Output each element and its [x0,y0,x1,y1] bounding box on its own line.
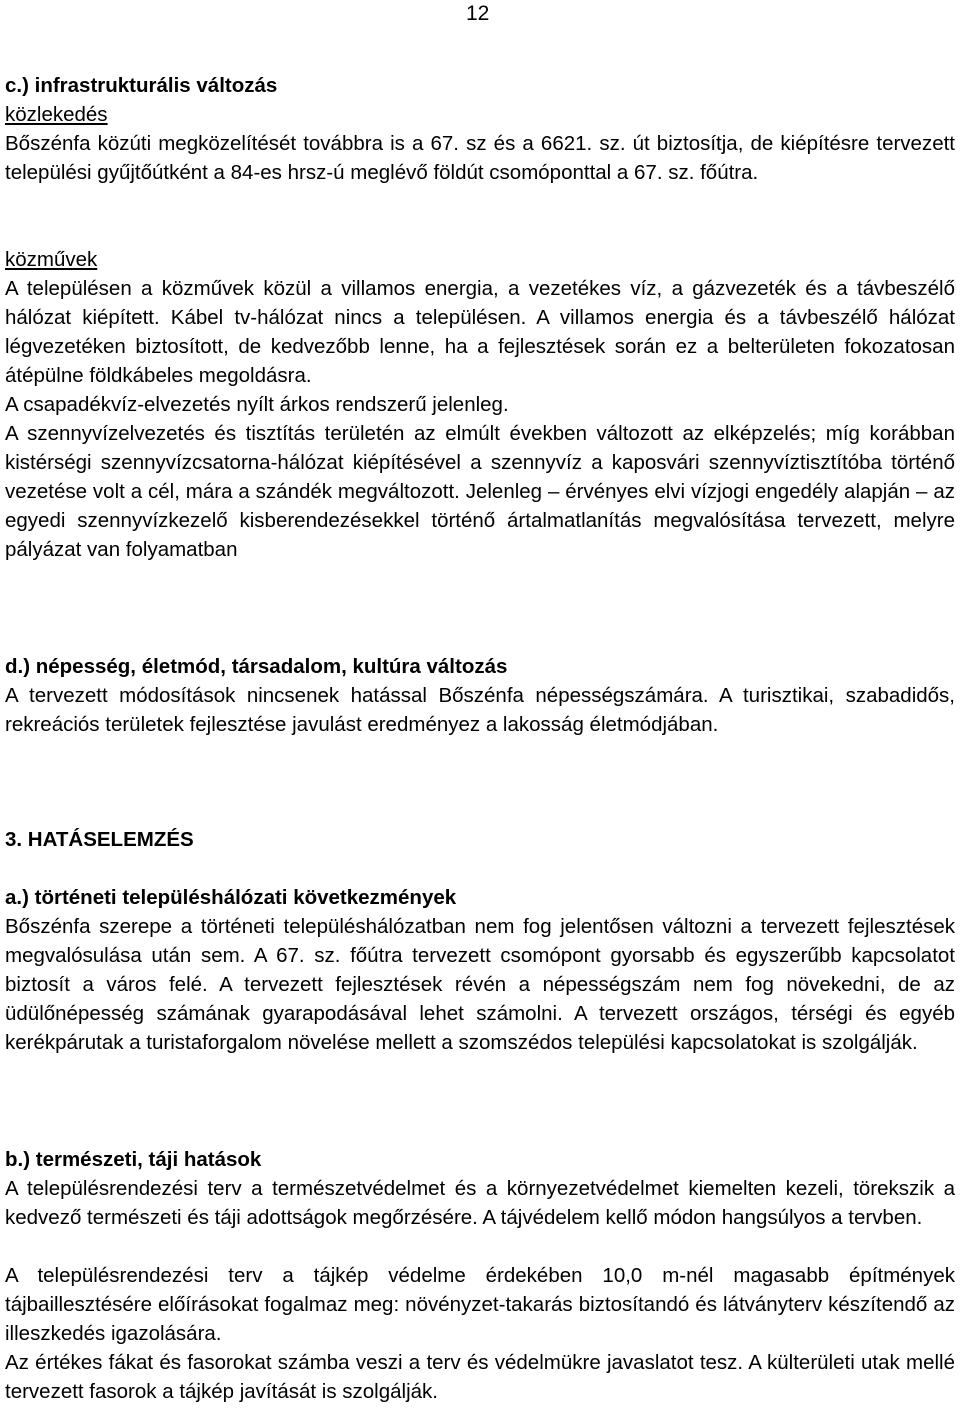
section-a-heading: a.) történeti településhálózati következmények [5,886,457,909]
csapadek-paragraph: A csapadékvíz-elvezetés nyílt árkos rendszerű jelenleg. [5,393,509,416]
szennyviz-paragraph: A szennyvízelvezetés és tisztítás területén az elmúlt években változott az elképzelés; míg korábban kistérségi szennyvízcsatorna-hálózat kiépítésével a szennyvíz a kaposvári szennyvíztisztítóba történő vezetése volt a cél, mára a szándék megváltozott. Jelenleg – érvényes elvi vízjogi engedély alapján – az egyedi szennyvízkezelő kisberendezésekkel történő ártalmatlanítás megvalósítása tervezett, melyre pályázat van folyamatban [5,422,955,561]
section-b-heading: b.) természeti, táji hatások [5,1148,262,1171]
section-b-paragraph-2: A településrendezési terv a tájkép védelme érdekében 10,0 m-nél magasabb építmények tájbaillesztésére előírásokat fogalmaz meg: növényzet-takarás biztosítandó és látványterv készítendő az illeszkedés igazolására. [5,1264,955,1345]
page-number: 12 [466,2,490,25]
section-b-paragraph-1: A településrendezési terv a természetvédelmet és a környezetvédelmet kiemelten kezeli, törekszik a kedvező természeti és táji adottságok megőrzésére. A tájvédelem kellő módon hangsúlyos a tervben. [5,1177,955,1229]
section-a-paragraph: Bőszénfa szerepe a történeti településhálózatban nem fog jelentősen változni a tervezett fejlesztések megvalósulása után sem. A 67. sz. főútra tervezett csomópont gyorsabb és egyszerűbb kapcsolatot biztosít a város felé. A tervezett fejlesztések révén a népességszám nem fog növekedni, de az üdülőnépesség számának gyarapodásával lehet számolni. A tervezett országos, térségi és egyéb kerékpárutak a turistaforgalom növelése mellett a szomszédos települési kapcsolatokat is szolgálják. [5,915,955,1054]
section-d-paragraph: A tervezett módosítások nincsenek hatással Bőszénfa népességszámára. A turisztikai, szabadidős, rekreációs területek fejlesztése javulást eredményez a lakosság életmódjában. [5,684,955,736]
subheading-kozmuvek: közművek [5,248,98,271]
subheading-kozlekedes: közlekedés [5,103,108,126]
kozmuvek-paragraph: A településen a közművek közül a villamos energia, a vezetékes víz, a gázvezeték és a távbeszélő hálózat kiépített. Kábel tv-hálózat nincs a településen. A villamos energia és a távbeszélő hálózat légvezetéken biztosított, de kedvezőbb lenne, ha a fejlesztések során ez a belterületen fokozatosan átépülne földkábeles megoldásra. [5,277,955,387]
section-c-heading: c.) infrastrukturális változás [5,74,278,97]
section-3-heading: 3. HATÁSELEMZÉS [5,828,194,851]
kozlekedes-paragraph: Bőszénfa közúti megközelítését továbbra is a 67. sz és a 6621. sz. út biztosítja, de kiépítésre tervezett települési gyűjtőútként a 84-es hrsz-ú meglévő földút csomóponttal a 67. sz. főútra. [5,132,955,184]
section-d-heading: d.) népesség, életmód, társadalom, kultúra változás [5,655,508,678]
section-b-paragraph-3: Az értékes fákat és fasorokat számba veszi a terv és védelmükre javaslatot tesz. A külterületi utak mellé tervezett fasorok a tájkép javítását is szolgálják. [5,1351,955,1403]
